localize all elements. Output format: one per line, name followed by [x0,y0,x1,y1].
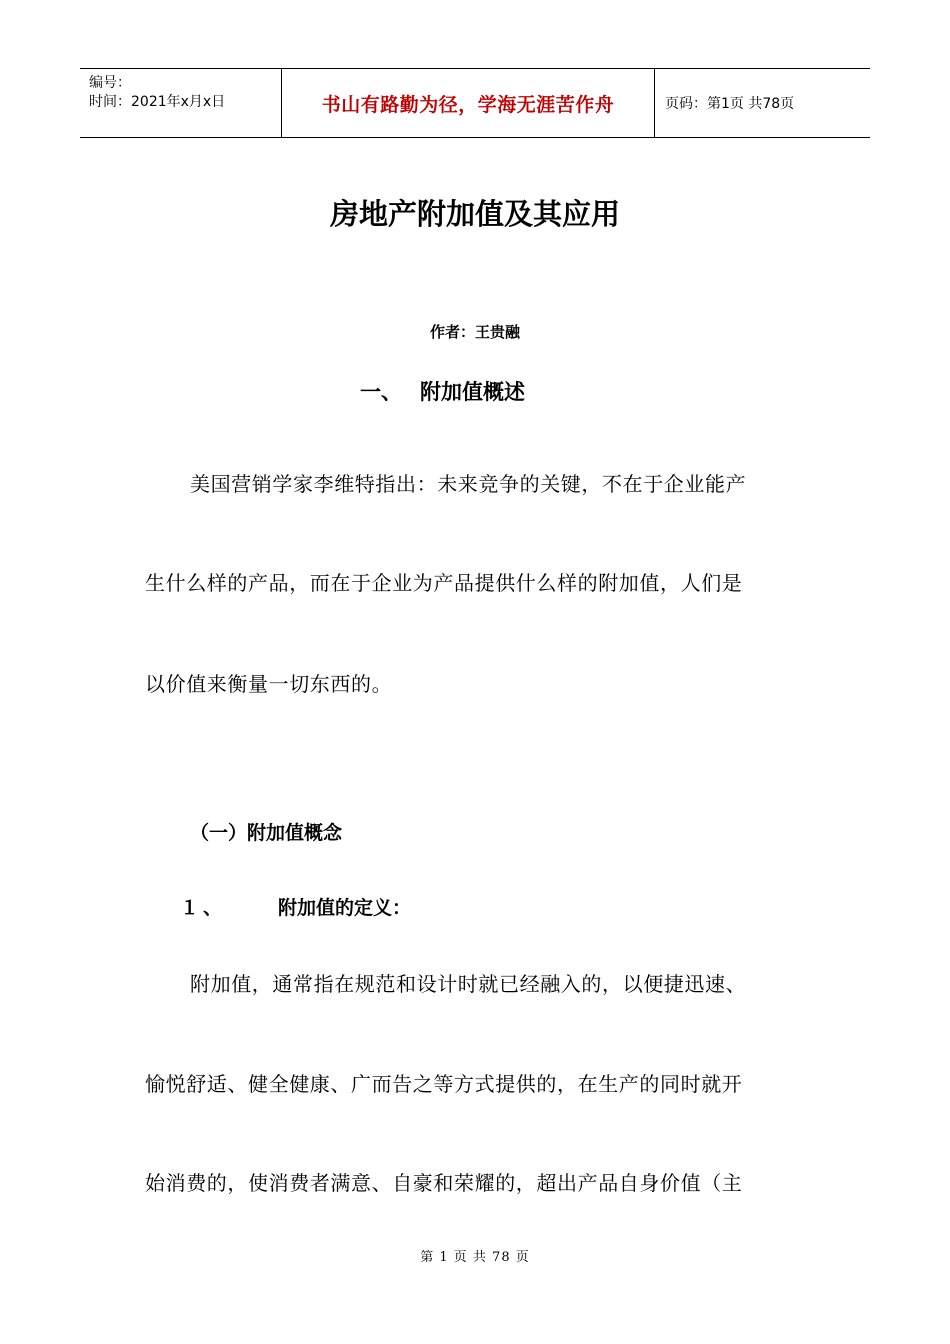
motto-text: 书山有路勤为径，学海无涯苦作舟 [321,93,615,116]
page-footer: 第 1 页 共 78 页 [420,1250,530,1265]
paragraph-line: 美国营销学家李维特指出：未来竞争的关键，不在于企业能产 [190,472,747,496]
paragraph-line: 以价值来衡量一切东西的。 [145,672,393,696]
time-label: 时间：2021年x月x日 [89,94,226,110]
subsection-heading: （一）附加值概念 [190,822,343,844]
number-label: 编号： [89,75,131,91]
subsection-title: 附加值的定义： [278,897,412,919]
header-table [80,68,870,138]
header-meta-cell [80,69,282,137]
section-title: 附加值概述 [420,380,525,404]
paragraph-line: 附加值，通常指在规范和设计时就已经融入的，以便捷迅速、 [190,972,747,996]
section-number: 一、 [360,380,402,404]
paragraph-line: 生什么样的产品，而在于企业为产品提供什么样的附加值，人们是 [145,571,743,595]
header-page-cell [655,69,870,137]
subsection-number: １、 [180,897,227,919]
header-motto-cell [282,69,655,137]
document-title: 房地产附加值及其应用 [329,197,620,231]
paragraph-line: 愉悦舒适、健全健康、广而告之等方式提供的，在生产的同时就开 [145,1072,743,1096]
paragraph-line: 始消费的，使消费者满意、自豪和荣耀的，超出产品自身价值（主 [145,1171,743,1195]
author-line: 作者：王贵融 [429,323,520,341]
subsection-heading-1-1 [180,893,411,920]
section-heading-1 [360,376,525,406]
page-info: 页码：第1页 共78页 [665,96,795,112]
